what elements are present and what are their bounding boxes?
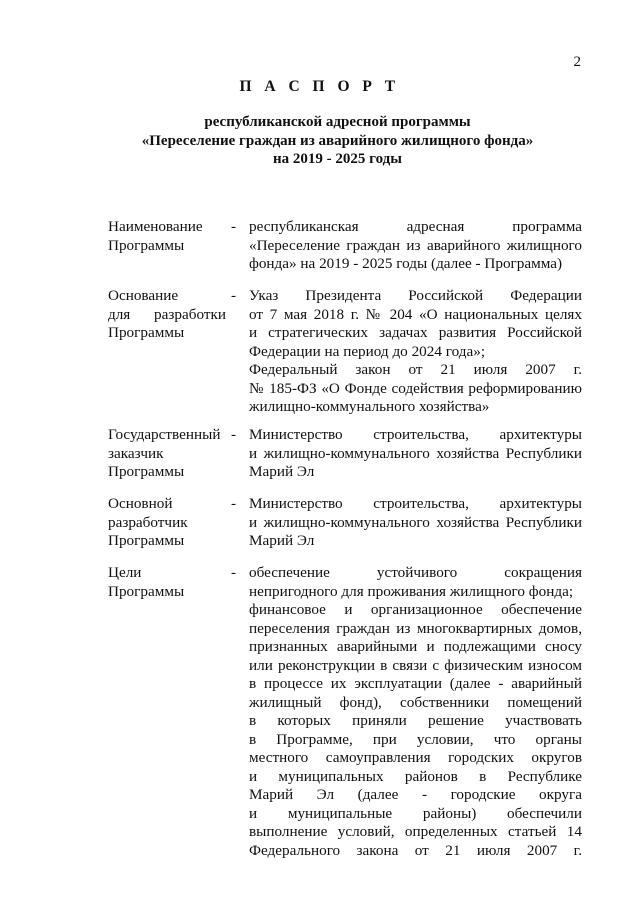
row-label-line: разработчик (108, 513, 188, 531)
row-label-line: Программы (108, 582, 185, 600)
row-label (108, 426, 226, 482)
row-label-line: Программы (108, 324, 185, 341)
document-title: П А С П О Р Т (239, 78, 400, 95)
subtitle-line: на 2019 - 2025 годы (273, 151, 402, 167)
row-value (249, 495, 582, 551)
row-value-line: Федерации на период до 2024 года»; (249, 342, 486, 360)
row-label-line: Государственный (108, 426, 221, 443)
row-value-line: и муниципальных районов в Республике (249, 767, 582, 785)
document-subtitle (18, 113, 639, 169)
row-dash: - (231, 564, 237, 581)
row-value-line: в Программе, при условии, что органы (249, 730, 582, 748)
row-value-line: жилищный фонд), собственники помещений (249, 693, 582, 711)
row-value-line: Марий Эл (249, 532, 315, 549)
row-value-line: Министерство строительства, архитектуры (249, 495, 582, 512)
row-value-line: в которых приняли решение участвовать (249, 712, 582, 729)
row-value-line: Федерального закона от 21 июля 2007 г. (249, 841, 582, 859)
row-dash: - (231, 495, 237, 512)
row-label-line: Программы (108, 463, 185, 480)
row-label-line: Цели (108, 564, 142, 581)
row-dash: - (231, 426, 237, 443)
row-value-line: финансовое и организационное обеспечение (249, 601, 582, 618)
row-label-line: Программы (108, 532, 185, 549)
row-value-line: непригодного для проживания жилищного фонда; (249, 582, 574, 600)
row-label-line: Программы (108, 236, 185, 254)
row-value-line: обеспечение устойчивого сокращения (249, 564, 582, 581)
page-number: 2 (573, 54, 581, 70)
row-value-line: Марий Эл (далее - городские округа (249, 786, 582, 803)
row-label (108, 495, 226, 551)
row-value-line: жилищно-коммунального хозяйства» (249, 398, 490, 415)
row-value-line: Министерство строительства, архитектуры (249, 426, 582, 443)
row-value-line: Марий Эл (249, 463, 315, 480)
row-value-line: и жилищно-коммунального хозяйства Республики (249, 444, 582, 462)
row-label-line: Основной (108, 495, 173, 512)
row-dash: - (231, 218, 237, 235)
row-value-line: Федеральный закон от 21 июля 2007 г. (249, 361, 582, 378)
subtitle-line: республиканской адресной программы (204, 114, 471, 130)
row-value-line: и жилищно-коммунального хозяйства Республики (249, 513, 582, 531)
row-value (249, 218, 582, 274)
row-value-line: № 185-ФЗ «О Фонде содействия реформированию (249, 379, 582, 397)
row-label-line: Наименование (108, 218, 203, 235)
row-value-line: республиканская адресная программа (249, 218, 582, 235)
row-value-line: Указ Президента Российской Федерации (249, 287, 582, 304)
row-label (108, 564, 226, 601)
row-value (249, 287, 582, 417)
row-value-line: и муниципальные районы) обеспечили (249, 804, 582, 822)
row-value (249, 564, 582, 860)
row-value-line: или реконструкции в связи с физическим износом (249, 656, 582, 674)
row-label (108, 287, 226, 343)
row-label (108, 218, 226, 255)
row-value-line: «Переселение граждан из аварийного жилищного (249, 236, 582, 254)
row-value (249, 426, 582, 482)
row-label-line: для разработки (108, 305, 226, 323)
row-label-line: Основание (108, 287, 179, 304)
row-dash: - (231, 287, 237, 304)
row-value-line: переселения граждан из многоквартирных домов, (249, 619, 582, 637)
subtitle-line: «Переселение граждан из аварийного жилищного фонда» (141, 132, 534, 149)
row-value-line: и стратегических задачах развития Российской (249, 324, 582, 341)
row-value-line: в процессе их эксплуатации (далее - аварийный (249, 675, 582, 692)
row-value-line: фонда» на 2019 - 2025 годы (далее - Программа) (249, 255, 563, 272)
row-value-line: признанных аварийными и подлежащими сносу (249, 638, 582, 655)
row-value-line: от 7 мая 2018 г. № 204 «О национальных целях (249, 305, 582, 323)
row-value-line: местного самоуправления городских округов (249, 749, 582, 766)
row-value-line: выполнение условий, определенных статьей 14 (249, 823, 582, 840)
row-label-line: заказчик (108, 444, 164, 462)
